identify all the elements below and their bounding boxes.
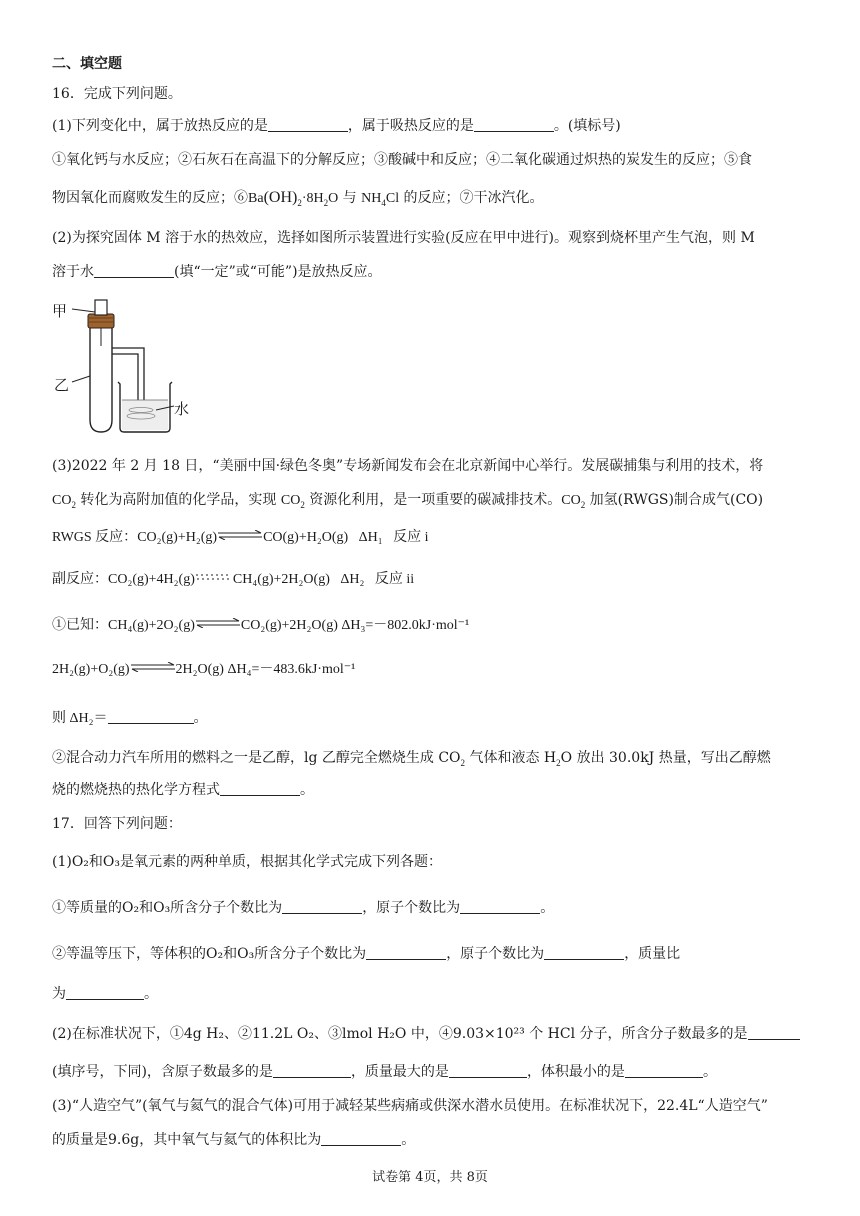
answer-blank[interactable] — [66, 984, 144, 1000]
answer-blank[interactable] — [108, 708, 194, 724]
answer-blank[interactable] — [748, 1024, 800, 1040]
q17-part3-line1: (3)“人造空气”(氧气与氦气的混合气体)可用于减轻某些病痛或供深水潜水员使用。在标准状况下，22.4L“人造空气” — [52, 1098, 768, 1114]
page-footer: 试卷第 4页，共 8页 — [372, 1170, 488, 1185]
q17-part1-d: 为 。 — [52, 986, 158, 1002]
q16-title: 16．完成下列问题。 — [52, 86, 182, 102]
label-yi: 乙 — [54, 376, 70, 394]
q17-title: 17．回答下列问题： — [52, 816, 182, 832]
q16-part2-line2: 溶于水 (填“一定”或“可能”)是放热反应。 — [52, 264, 382, 280]
q16-part1-line: (1)下列变化中，属于放热反应的是 ，属于吸热反应的是 。(填标号) — [52, 118, 621, 134]
q16-part3-line1: (3)2022 年 2 月 18 日，“美丽中国·绿色冬奥”专场新闻发布会在北京新闻中心举行。发展碳捕集与利用的技术，将 — [52, 458, 764, 474]
q17-part2-line2: (填序号，下同)，含原子数最多的是 ，质量最大的是 ，体积最小的是 。 — [52, 1064, 717, 1080]
equilibrium-arrow-icon — [195, 572, 233, 582]
answer-blank[interactable] — [321, 1130, 401, 1146]
answer-blank[interactable] — [273, 1062, 351, 1078]
answer-blank[interactable] — [220, 780, 300, 796]
apparatus-figure — [52, 296, 202, 438]
answer-blank[interactable] — [474, 116, 554, 132]
known-equation-1: ①已知：CH₄(g)+2O₂(g) CO₂(g)+2H₂O(g) ΔH₃=－802.0kJ·mol⁻¹ — [52, 618, 470, 633]
answer-blank[interactable] — [460, 898, 540, 914]
q16-part1-list-line2: 物因氧化而腐败发生的反应；$⑥Ba(OH)_2\cdot 8H_2O$ 与 $NH_4Cl$ 的反应；⑦干冰汽化。 — [52, 189, 544, 208]
q17-part2-line1: (2)在标准状况下，①4g H₂、②11.2L O₂、③lmol H₂O 中，④9.03×10²³ 个 HCl 分子，所含分子数最多的是 — [52, 1024, 808, 1044]
known-equation-2: 2H₂(g)+O₂(g) 2H₂O(g) ΔH₄=－483.6kJ·mol⁻¹ — [52, 662, 356, 677]
q17-part3-line2: 的质量是9.6g，其中氧气与氦气的体积比为 。 — [52, 1132, 416, 1148]
section-title: 二、填空题 — [52, 56, 122, 72]
answer-blank[interactable] — [282, 898, 362, 914]
equilibrium-arrow-icon — [195, 618, 241, 628]
equilibrium-arrow-icon — [130, 662, 176, 672]
label-water: 水 — [174, 400, 190, 418]
answer-blank[interactable] — [625, 1062, 703, 1078]
delta-h2-answer-line: 则 ΔH₂＝ 。 — [52, 710, 208, 726]
side-reaction-equation: 副反应：CO₂(g)+4H₂(g) CH₄(g)+2H₂O(g) ΔH₂ 反应 ii — [52, 572, 415, 587]
q16-part2-line1: (2)为探究固体 M 溶于水的热效应，选择如图所示装置进行实验(反应在甲中进行)。观察到烧杯里产生气泡，则 M — [52, 230, 755, 246]
answer-blank[interactable] — [94, 262, 174, 278]
answer-blank[interactable] — [268, 116, 348, 132]
answer-blank[interactable] — [366, 944, 446, 960]
q17-part1-b: ①等质量的O₂和O₃所含分子个数比为 ，原子个数比为 。 — [52, 900, 555, 916]
label-jia: 甲 — [52, 302, 68, 320]
q16-part3-c-line2: 烧的燃烧热的热化学方程式 。 — [52, 782, 314, 798]
q16-part3-c-line1: ②混合动力汽车所用的燃料之一是乙醇，lg 乙醇完全燃烧生成 $CO_2$ 气体和液态 $H_2O$ 放出 30.0kJ 热量，写出乙醇燃 — [52, 750, 771, 768]
q17-part1-intro: (1)O₂和O₃是氧元素的两种单质，根据其化学式完成下列各题： — [52, 854, 443, 870]
q16-part3-line2: $CO_2$ 转化为高附加值的化学品，实现 $CO_2$ 资源化利用，是一项重要的碳减排技术。$CO_2$ 加氢(RWGS)制合成气(CO) — [52, 492, 764, 510]
q17-part1-c: ②等温等压下，等体积的O₂和O₃所含分子个数比为 ，原子个数比为 ，质量比 — [52, 946, 681, 962]
answer-blank[interactable] — [544, 944, 624, 960]
answer-blank[interactable] — [449, 1062, 527, 1078]
q16-part1-list-line1: ①氧化钙与水反应；②石灰石在高温下的分解反应；③酸碱中和反应；④二氧化碳通过炽热的炭发生的反应；⑤食 — [52, 152, 752, 168]
equilibrium-arrow-icon — [217, 530, 263, 540]
rwgs-equation: RWGS 反应：CO₂(g)+H₂(g) CO(g)+H₂O(g) ΔH₁ 反应 i — [52, 530, 429, 545]
